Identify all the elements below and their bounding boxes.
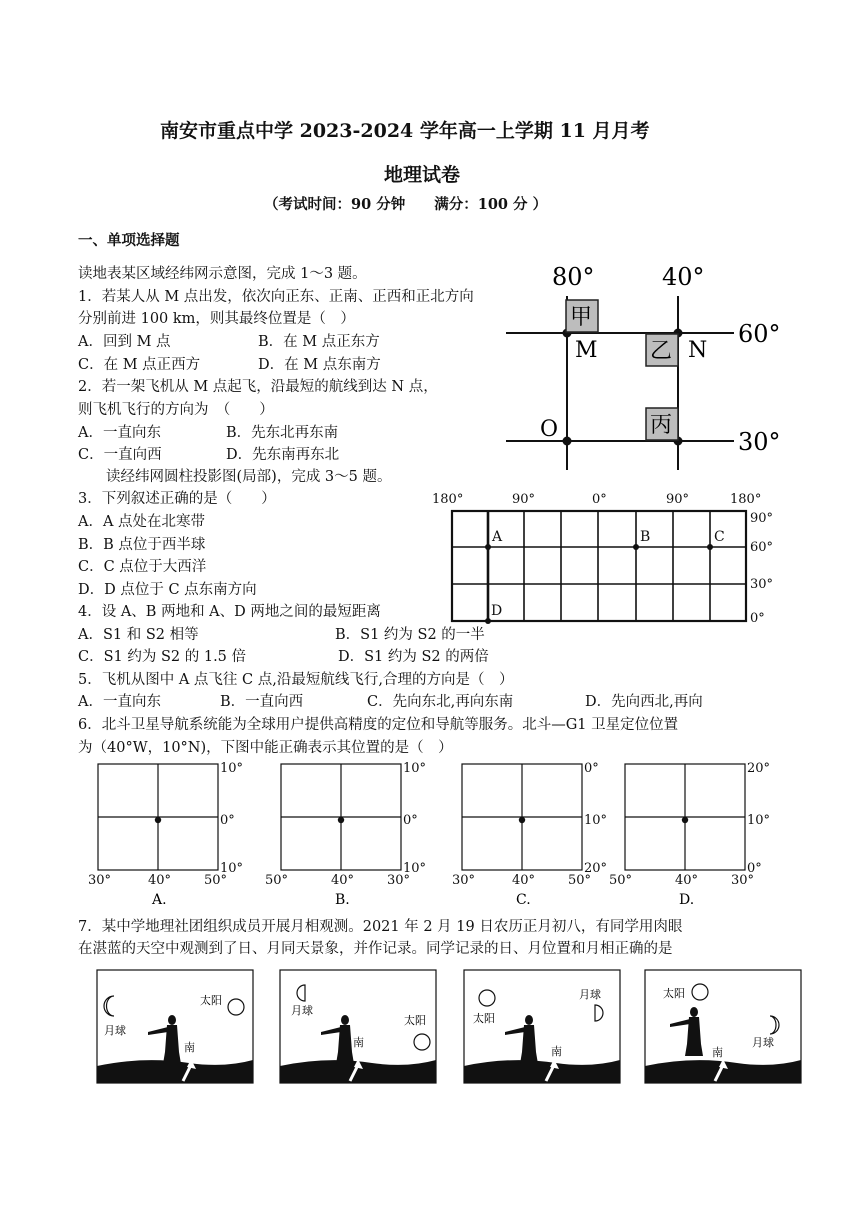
tick-label: 10°: [747, 813, 771, 828]
tick-label: 10°: [220, 861, 244, 876]
projection-grid: [430, 488, 774, 630]
lat-label-60: 60°: [738, 320, 781, 348]
option-label: C.: [516, 892, 531, 908]
exam-info: （考试时间：90 分钟 满分：100 分 ）: [264, 196, 548, 213]
q4-stem: 4．设 A、B 两地和 A、D 两地之间的最短距离: [78, 604, 381, 620]
south-label: 南: [551, 1045, 562, 1058]
q6-option-a-diagram: [88, 761, 243, 908]
intro-2: 读经纬网圆柱投影图(局部)，完成 3～5 题。: [106, 469, 392, 485]
tick-label: 30°: [731, 873, 755, 888]
q7-stem-1: 7．某中学地理社团组织成员开展月相观测。2021 年 2 月 19 日农历正月初八，有同学用肉眼: [78, 919, 683, 935]
q4-option-a: A．S1 和 S2 相等: [78, 627, 199, 643]
lon-label-80: 80°: [552, 263, 595, 291]
south-label: 南: [353, 1036, 364, 1049]
point-b-label: B: [640, 529, 651, 545]
tick-label: 20°: [584, 861, 608, 876]
q7-options-figure: [94, 968, 806, 1092]
q2-option-b: B．先东北再东南: [226, 425, 339, 441]
tick-label: 10°: [403, 861, 427, 876]
q1-option-b: B．在 M 点正东方: [258, 334, 380, 350]
q4-option-d: D．S1 约为 S2 的两倍: [338, 649, 489, 665]
sun-label: 太阳: [200, 994, 222, 1007]
q3-option-c: C．C 点位于大西洋: [78, 559, 207, 575]
point-m-label: M: [575, 338, 598, 363]
q7-option-c-panel: [464, 970, 620, 1083]
option-label: B.: [335, 892, 350, 908]
section-title: 一、单项选择题: [78, 232, 180, 249]
tick-label: 40°: [512, 873, 536, 888]
grid-lat-label: 0°: [750, 611, 765, 626]
tick-label: 50°: [609, 873, 633, 888]
q7-option-b-panel: [280, 970, 436, 1083]
q2-option-c: C．一直向西: [78, 447, 162, 463]
q6-option-d-diagram: [609, 761, 770, 908]
q4-option-b: B．S1 约为 S2 的一半: [335, 627, 485, 643]
tick-label: 10°: [403, 761, 427, 776]
moon-label: 月球: [291, 1004, 313, 1017]
tick-label: 30°: [452, 873, 476, 888]
option-label: A.: [152, 892, 167, 908]
q3-option-d: D．D 点位于 C 点东南方向: [78, 582, 257, 598]
point-c-label: C: [714, 529, 725, 545]
box-jia-label: 甲: [570, 305, 593, 330]
q6-option-b-diagram: [265, 761, 426, 908]
graticule-diagram: [500, 258, 790, 480]
page-subtitle: 地理试卷: [384, 164, 461, 186]
q5-option-a: A．一直向东: [78, 694, 161, 710]
box-bing-label: 丙: [650, 413, 673, 438]
q1-option-a: A．回到 M 点: [78, 334, 171, 350]
q2-stem-2: 则飞机飞行的方向为 （ ）: [78, 402, 274, 418]
q7-stem-2: 在湛蓝的天空中观测到了日、月同天景象，并作记录。同学记录的日、月位置和月相正确的是: [78, 941, 673, 957]
tick-label: 50°: [265, 873, 289, 888]
tick-label: 10°: [584, 813, 608, 828]
q3-option-b: B．B 点位于西半球: [78, 537, 206, 553]
q6-stem-1: 6．北斗卫星导航系统能为全球用户提供高精度的定位和导航等服务。北斗—G1 卫星定位位置: [78, 717, 679, 733]
tick-label: 30°: [387, 873, 411, 888]
tick-label: 50°: [204, 873, 228, 888]
lon-label-40: 40°: [662, 263, 705, 291]
south-label: 南: [712, 1046, 723, 1059]
point-c-dot: [707, 544, 713, 550]
grid-lon-label: 180°: [432, 492, 464, 507]
tick-label: 0°: [403, 813, 418, 828]
point-n-label: N: [688, 338, 708, 363]
moon-label: 月球: [752, 1036, 774, 1049]
q4-option-c: C．S1 约为 S2 的 1.5 倍: [78, 649, 247, 665]
q6-option-c-diagram: [452, 761, 607, 908]
moon-label: 月球: [579, 988, 601, 1001]
page-title: 南安市重点中学 2023-2024 学年高一上学期 11 月月考: [160, 120, 650, 142]
point-a-dot: [485, 544, 491, 550]
q2-stem-1: 2．若一架飞机从 M 点起飞，沿最短的航线到达 N 点，: [78, 379, 438, 395]
tick-label: 40°: [675, 873, 699, 888]
lat-label-30: 30°: [738, 428, 781, 456]
q5-option-c: C．先向东北,再向东南: [367, 694, 514, 710]
grid-lon-label: 90°: [512, 492, 536, 507]
grid-lon-label: 180°: [730, 492, 762, 507]
q1-stem-1: 1．若某人从 M 点出发，依次向正东、正南、正西和正北方向: [78, 289, 474, 305]
grid-lon-label: 90°: [666, 492, 690, 507]
tick-label: 40°: [148, 873, 172, 888]
q1-stem-2: 分别前进 100 km，则其最终位置是（ ）: [78, 311, 355, 327]
point-a-label: A: [492, 529, 503, 545]
grid-lat-label: 60°: [750, 540, 774, 555]
tick-label: 40°: [331, 873, 355, 888]
tick-label: 30°: [88, 873, 112, 888]
point-o-label: O: [540, 417, 559, 442]
box-yi-label: 乙: [650, 339, 673, 364]
q7-option-a-panel: [97, 970, 253, 1083]
point-b-dot: [633, 544, 639, 550]
south-label: 南: [184, 1041, 195, 1054]
q2-option-a: A．一直向东: [78, 425, 161, 441]
q2-option-d: D．先东南再东北: [226, 447, 340, 463]
grid-lat-label: 90°: [750, 511, 774, 526]
intro-1: 读地表某区域经纬网示意图，完成 1～3 题。: [78, 266, 367, 282]
q5-stem: 5．飞机从图中 A 点飞往 C 点,沿最短航线飞行,合理的方向是（ ）: [78, 672, 514, 688]
tick-label: 20°: [747, 761, 771, 776]
q6-stem-2: 为（40°W，10°N)，下图中能正确表示其位置的是（ ）: [78, 740, 453, 756]
q5-option-d: D．先向西北,再向: [585, 694, 703, 710]
q3-option-a: A．A 点处在北寒带: [78, 514, 206, 530]
q5-option-b: B．一直向西: [220, 694, 304, 710]
point-d-label: D: [491, 603, 503, 619]
option-label: D.: [679, 892, 695, 908]
tick-label: 0°: [747, 861, 762, 876]
grid-lat-label: 30°: [750, 577, 774, 592]
point-o-dot: [563, 437, 572, 446]
sun-label: 太阳: [473, 1012, 495, 1025]
q7-option-d-panel: [645, 970, 801, 1083]
grid-lon-label: 0°: [592, 492, 607, 507]
q1-option-c: C．在 M 点正西方: [78, 357, 201, 373]
q3-stem: 3．下列叙述正确的是（ ）: [78, 491, 276, 507]
sun-label: 太阳: [663, 987, 685, 1000]
q6-options-figure: [86, 758, 786, 908]
tick-label: 0°: [220, 813, 235, 828]
moon-label: 月球: [104, 1024, 126, 1037]
q1-option-d: D．在 M 点东南方: [258, 357, 381, 373]
sun-label: 太阳: [404, 1014, 426, 1027]
tick-label: 10°: [220, 761, 244, 776]
tick-label: 0°: [584, 761, 599, 776]
tick-label: 50°: [568, 873, 592, 888]
